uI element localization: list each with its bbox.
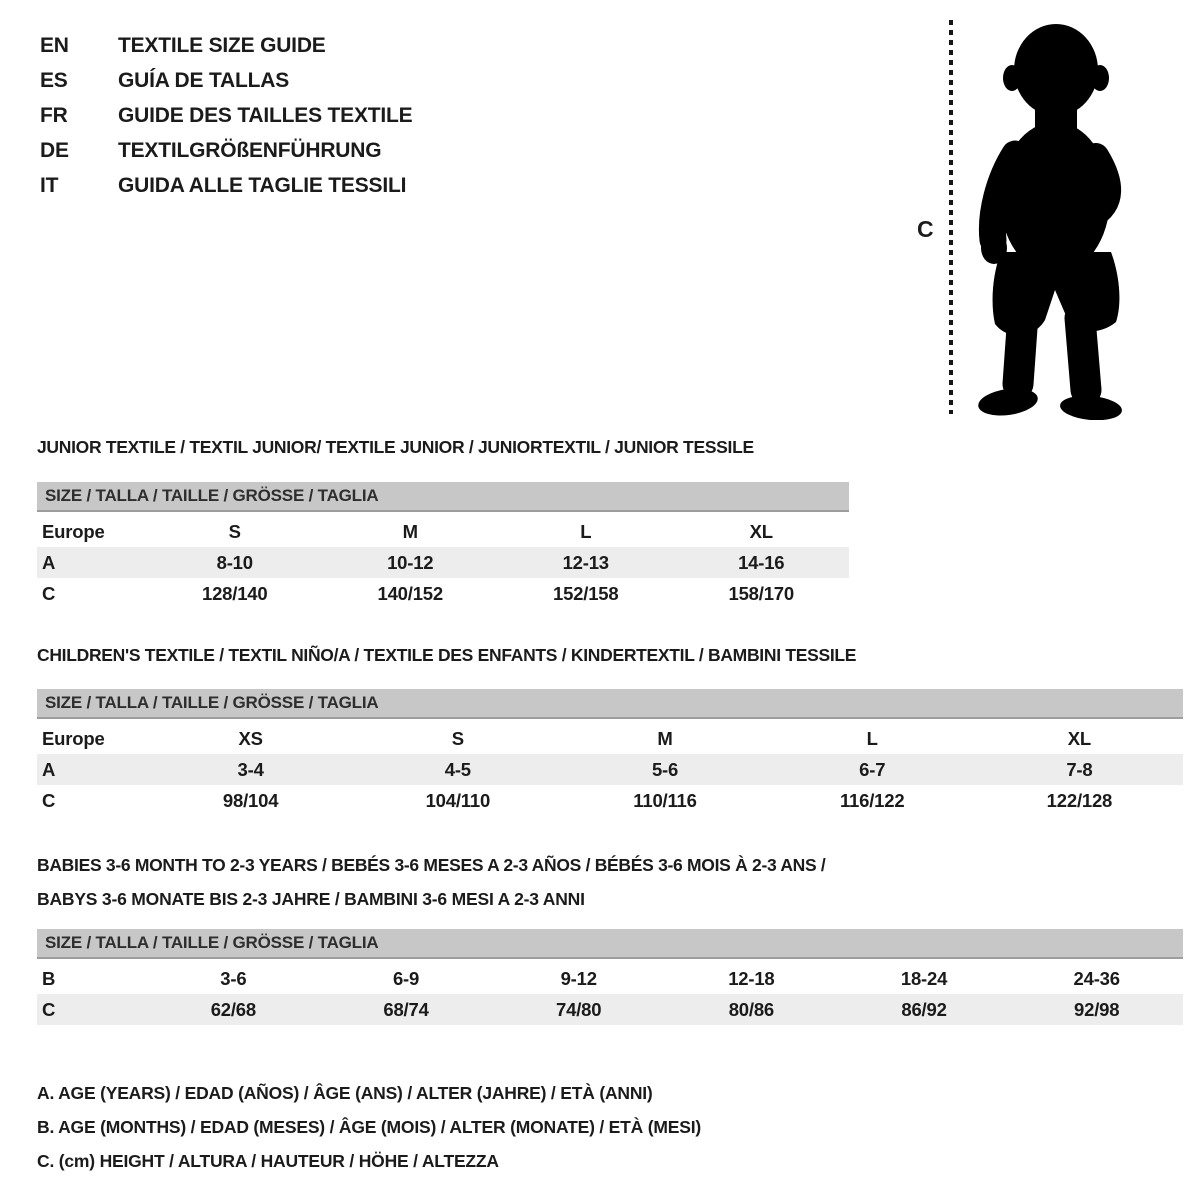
language-code: FR <box>40 103 68 127</box>
legend-footnotes <box>37 1076 1183 1178</box>
children-columns-row <box>37 723 1183 754</box>
value-cell: 5-6 <box>651 758 679 780</box>
value-cell: 6-7 <box>859 758 886 780</box>
value-cell: 8-10 <box>216 551 253 573</box>
value-cell: 3-4 <box>237 758 264 780</box>
children-section-title: CHILDREN'S TEXTILE / TEXTIL NIÑO/A / TEXTILE DES ENFANTS / KINDERTEXTIL / BAMBINI TESSILE <box>37 645 857 665</box>
row-label: C <box>42 582 56 604</box>
size-cell: XS <box>238 727 263 749</box>
value-cell: 104/110 <box>425 789 491 811</box>
region-label: Europe <box>42 520 105 542</box>
language-row <box>40 98 412 133</box>
value-cell: 152/158 <box>553 582 619 604</box>
babies-size-table <box>37 929 1183 1025</box>
value-cell: 12-13 <box>562 551 609 573</box>
language-row <box>40 28 412 63</box>
value-cell: 122/128 <box>1046 789 1113 811</box>
footnote-height-cm: C. (cm) HEIGHT / ALTURA / HAUTEUR / HÖHE / ALTEZZA <box>37 1151 499 1171</box>
children-row-height <box>37 785 1183 816</box>
row-label: C <box>42 789 56 811</box>
language-label: GUIDE DES TAILLES TEXTILE <box>118 103 413 127</box>
children-size-header-bar: SIZE / TALLA / TAILLE / GRÖSSE / TAGLIA <box>37 689 1183 719</box>
value-cell: 116/122 <box>839 789 905 811</box>
language-code: EN <box>40 33 69 57</box>
children-size-table <box>37 689 1183 816</box>
babies-title-line1: BABIES 3-6 MONTH TO 2-3 YEARS / BEBÉS 3-6 MESES A 2-3 AÑOS / BÉBÉS 3-6 MOIS À 2-3 ANS / <box>37 855 826 875</box>
size-cell: S <box>451 727 464 749</box>
language-row <box>40 168 412 203</box>
row-label: C <box>42 998 56 1020</box>
size-cell: L <box>580 520 592 542</box>
junior-columns-row <box>37 516 849 547</box>
row-label: A <box>42 758 56 780</box>
value-cell: 92/98 <box>1074 998 1120 1020</box>
value-cell: 68/74 <box>383 998 429 1020</box>
value-cell: 74/80 <box>556 998 602 1020</box>
value-cell: 4-5 <box>444 758 471 780</box>
size-cell: L <box>866 727 878 749</box>
value-cell: 98/104 <box>222 789 279 811</box>
value-cell: 158/170 <box>728 582 794 604</box>
babies-row-months <box>37 963 1183 994</box>
value-cell: 7-8 <box>1066 758 1093 780</box>
value-cell: 62/68 <box>210 998 256 1020</box>
children-row-age <box>37 754 1183 785</box>
value-cell: 9-12 <box>560 967 597 989</box>
toddler-silhouette-icon <box>963 14 1145 420</box>
value-cell: 24-36 <box>1073 967 1120 989</box>
language-row <box>40 133 412 168</box>
row-label: A <box>42 551 56 573</box>
babies-section-title <box>37 848 1183 916</box>
footnote-age-months: B. AGE (MONTHS) / EDAD (MESES) / ÂGE (MOIS) / ALTER (MONATE) / ETÀ (MESI) <box>37 1117 701 1137</box>
junior-row-height <box>37 578 849 609</box>
language-code: ES <box>40 68 68 92</box>
language-header <box>40 28 412 203</box>
region-label: Europe <box>42 727 105 749</box>
value-cell: 110/116 <box>633 789 697 811</box>
value-cell: 80/86 <box>728 998 774 1020</box>
value-cell: 3-6 <box>220 967 247 989</box>
junior-row-age <box>37 547 849 578</box>
size-cell: M <box>402 520 418 542</box>
language-row <box>40 63 412 98</box>
dashed-measure-line <box>949 20 953 414</box>
junior-size-header-bar: SIZE / TALLA / TAILLE / GRÖSSE / TAGLIA <box>37 482 849 512</box>
language-label: TEXTILE SIZE GUIDE <box>118 33 326 57</box>
size-cell: XL <box>1067 727 1092 749</box>
language-label: GUÍA DE TALLAS <box>118 68 290 92</box>
footnote-age-years: A. AGE (YEARS) / EDAD (AÑOS) / ÂGE (ANS) / ALTER (JAHRE) / ETÀ (ANNI) <box>37 1083 653 1103</box>
language-code: DE <box>40 138 69 162</box>
junior-size-table <box>37 482 849 609</box>
value-cell: 140/152 <box>377 582 443 604</box>
language-label: TEXTILGRÖßENFÜHRUNG <box>118 138 382 162</box>
measure-label-c: C <box>917 216 934 242</box>
value-cell: 18-24 <box>900 967 948 989</box>
size-cell: M <box>657 727 673 749</box>
language-label: GUIDA ALLE TAGLIE TESSILI <box>118 173 407 197</box>
size-cell: XL <box>749 520 773 542</box>
value-cell: 10-12 <box>387 551 434 573</box>
size-guide-body <box>37 436 1183 1178</box>
value-cell: 14-16 <box>738 551 785 573</box>
babies-row-height <box>37 994 1183 1025</box>
height-measure-figure <box>905 14 1165 420</box>
size-cell: S <box>228 520 241 542</box>
value-cell: 12-18 <box>728 967 775 989</box>
babies-size-header-bar: SIZE / TALLA / TAILLE / GRÖSSE / TAGLIA <box>37 929 1183 959</box>
language-code: IT <box>40 173 59 197</box>
value-cell: 86/92 <box>901 998 947 1020</box>
row-label: B <box>42 967 56 989</box>
babies-title-line2: BABYS 3-6 MONATE BIS 2-3 JAHRE / BAMBINI 3-6 MESI A 2-3 ANNI <box>37 889 585 909</box>
value-cell: 6-9 <box>392 967 420 989</box>
junior-section-title: JUNIOR TEXTILE / TEXTIL JUNIOR/ TEXTILE JUNIOR / JUNIORTEXTIL / JUNIOR TESSILE <box>37 437 754 457</box>
value-cell: 128/140 <box>202 582 268 604</box>
